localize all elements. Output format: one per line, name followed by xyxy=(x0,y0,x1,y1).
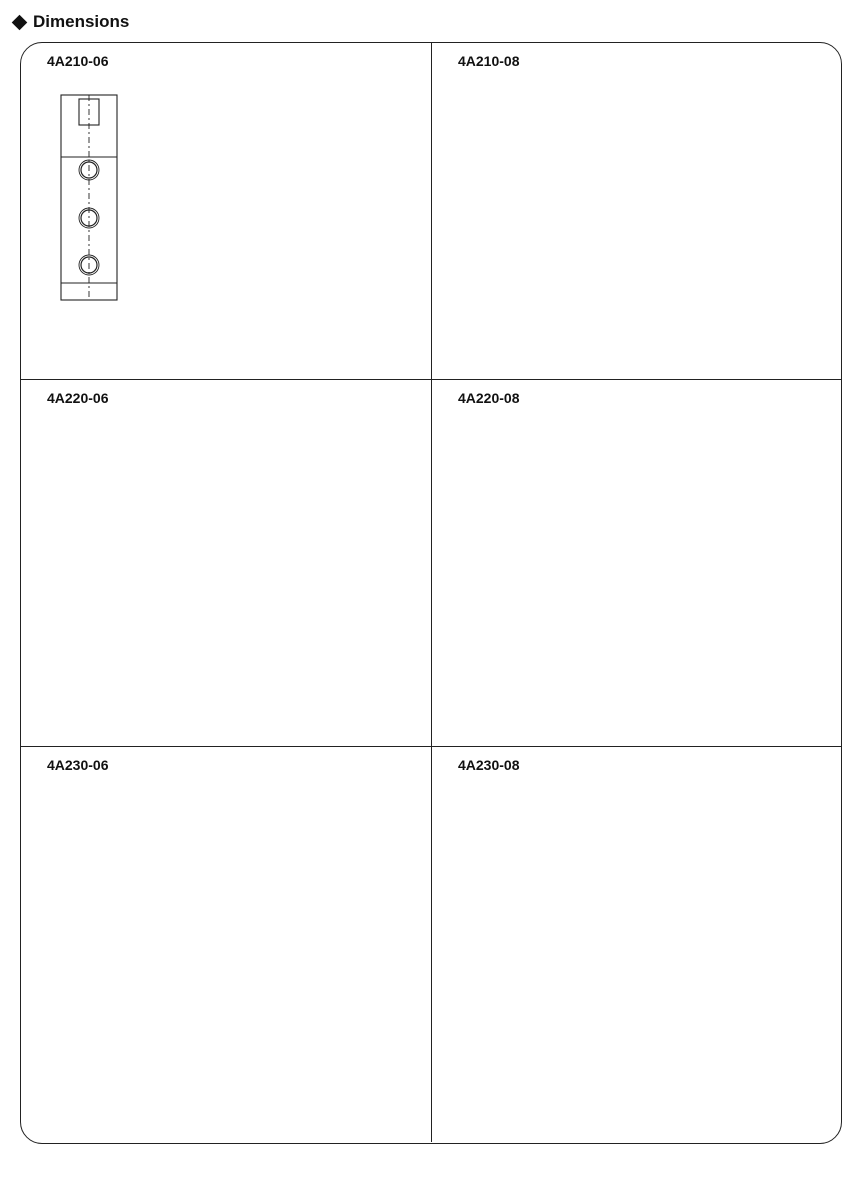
dimension-drawing xyxy=(21,747,321,897)
dimension-drawing xyxy=(21,43,432,380)
panel-title: 4A210-06 xyxy=(47,53,109,69)
dimension-drawing xyxy=(432,380,732,530)
diamond-icon xyxy=(12,14,28,30)
panel-4a230-08 xyxy=(432,747,842,1142)
dimension-drawing xyxy=(432,43,732,193)
panel-4a220-06 xyxy=(21,380,432,747)
panel-title: 4A210-08 xyxy=(458,53,520,69)
panel-title: 4A230-06 xyxy=(47,757,109,773)
dimension-drawing xyxy=(21,380,321,530)
panel-4a220-08 xyxy=(432,380,842,747)
panel-title: 4A220-08 xyxy=(458,390,520,406)
dimensions-frame xyxy=(20,42,842,1144)
panel-4a210-06 xyxy=(21,43,432,380)
panel-4a210-08 xyxy=(432,43,842,380)
panel-title: 4A220-06 xyxy=(47,390,109,406)
section-header xyxy=(8,8,129,36)
section-title: Dimensions xyxy=(33,12,130,31)
panel-4a230-06 xyxy=(21,747,432,1142)
dimension-drawing xyxy=(432,747,732,897)
panel-title: 4A230-08 xyxy=(458,757,520,773)
